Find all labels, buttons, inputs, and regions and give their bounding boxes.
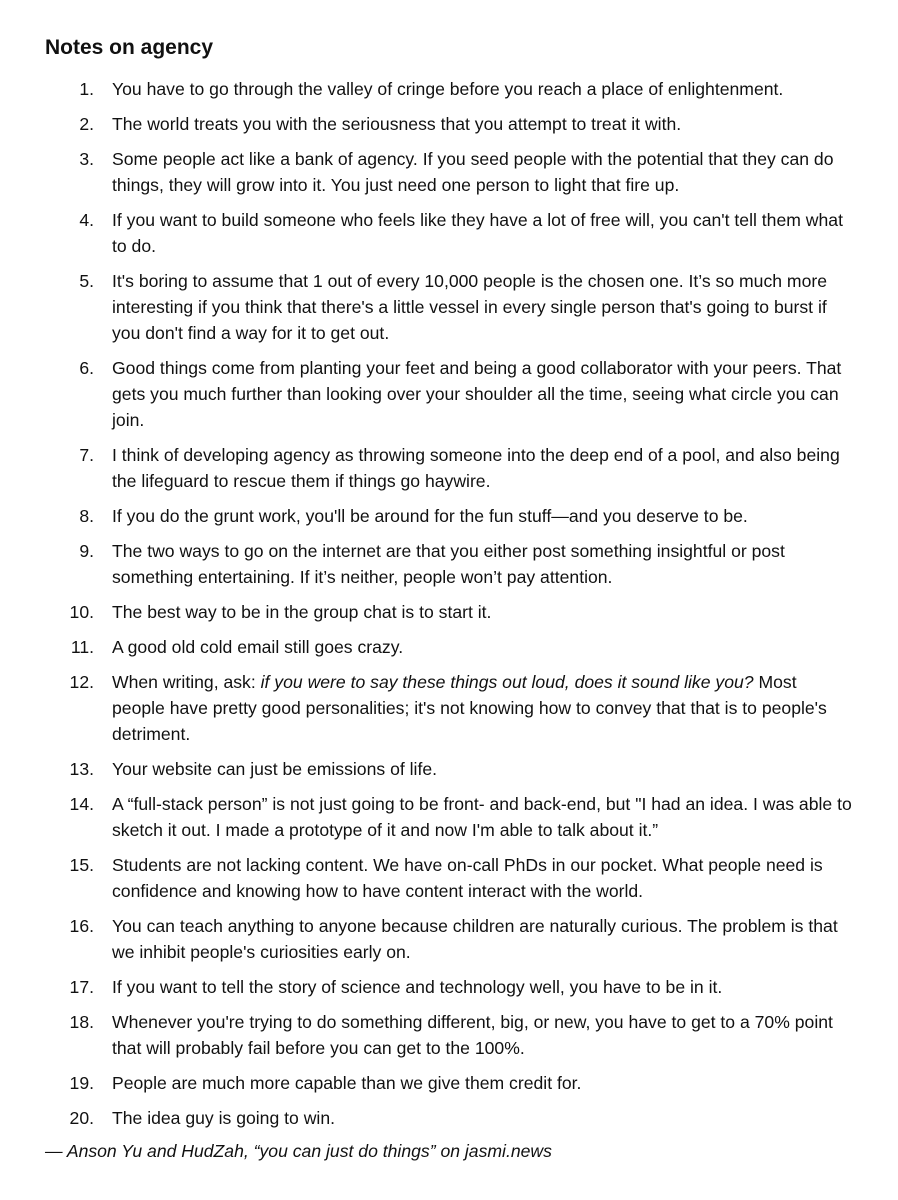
item-text: The best way to be in the group chat is to start it. (112, 602, 492, 622)
list-item (45, 1009, 854, 1061)
item-number: 3. (79, 149, 94, 169)
item-text: The idea guy is going to win. (112, 1108, 335, 1128)
item-number: 2. (79, 114, 94, 134)
list-item (45, 538, 854, 590)
item-text: A good old cold email still goes crazy. (112, 637, 404, 657)
list-item (45, 599, 854, 625)
item-text: The two ways to go on the internet are that you either post something insightful or post something entertaining. If it’s neither, people won’t pay attention. (112, 541, 785, 587)
item-text-lead: When writing, ask: (112, 672, 261, 692)
list-item (45, 791, 854, 843)
page-title: Notes on agency (45, 36, 214, 59)
item-text: People are much more capable than we give them credit for. (112, 1073, 582, 1093)
list-item (45, 1070, 854, 1096)
item-number: 8. (79, 506, 94, 526)
item-text: You can teach anything to anyone because children are naturally curious. The problem is that we inhibit people's curiosities early on. (112, 916, 838, 962)
item-text: It's boring to assume that 1 out of every 10,000 people is the chosen one. It’s so much more interesting if you think that there's a little vessel in every single person that's going to burst if you don't find a way for it to get out. (112, 271, 828, 343)
item-number: 16. (69, 916, 94, 936)
item-number: 11. (70, 637, 94, 657)
item-text: Some people act like a bank of agency. If you seed people with the potential that they can do things, they will grow into it. You just need one person to light that fire up. (112, 149, 834, 195)
list-item (45, 669, 854, 747)
list-item (45, 146, 854, 198)
item-number: 7. (79, 445, 94, 465)
item-text: If you do the grunt work, you'll be around for the fun stuff—and you deserve to be. (112, 506, 748, 526)
item-number: 20. (69, 1108, 94, 1128)
item-text-emphasis: if you were to say these things out loud, does it sound like you? (260, 672, 754, 692)
item-number: 9. (79, 541, 94, 561)
list-item (45, 442, 854, 494)
item-number: 4. (79, 210, 94, 230)
item-text: If you want to build someone who feels like they have a lot of free will, you can't tell them what to do. (112, 210, 843, 256)
notes-list (45, 76, 898, 1131)
list-item (45, 207, 854, 259)
list-item (45, 268, 854, 346)
list-item (45, 76, 854, 102)
attribution: — Anson Yu and HudZah, “you can just do things” on jasmi.news (45, 1141, 552, 1161)
list-item (45, 111, 854, 137)
item-number: 14. (69, 794, 94, 814)
item-number: 10. (69, 602, 94, 622)
item-number: 17. (69, 977, 94, 997)
item-text: You have to go through the valley of cringe before you reach a place of enlightenment. (112, 79, 784, 99)
list-item (45, 756, 854, 782)
list-item (45, 634, 854, 660)
item-number: 15. (69, 855, 94, 875)
list-item (45, 974, 854, 1000)
item-number: 18. (69, 1012, 94, 1032)
list-item (45, 355, 854, 433)
item-text: Your website can just be emissions of life. (112, 759, 438, 779)
item-text-tail: Most people have pretty good personalities; it's not knowing how to convey that that is to people's detriment. (112, 672, 827, 744)
item-text: Students are not lacking content. We have on-call PhDs in our pocket. What people need is confidence and knowing how to have content interact with the world. (112, 855, 823, 901)
item-text (112, 672, 827, 744)
item-text: Whenever you're trying to do something different, big, or new, you have to get to a 70% point that will probably fail before you can get to the 100%. (112, 1012, 833, 1058)
item-number: 12. (69, 672, 94, 692)
item-number: 5. (79, 271, 94, 291)
list-item (45, 913, 854, 965)
item-number: 1. (79, 79, 94, 99)
item-text: A “full-stack person” is not just going to be front- and back-end, but "I had an idea. I was able to sketch it out. I made a prototype of it and now I'm able to talk about it.” (112, 794, 852, 840)
list-item (45, 503, 854, 529)
item-number: 13. (69, 759, 94, 779)
item-text: The world treats you with the seriousness that you attempt to treat it with. (112, 114, 682, 134)
item-text: Good things come from planting your feet and being a good collaborator with your peers. That gets you much further than looking over your shoulder all the time, seeing what circle you can join. (112, 358, 842, 430)
item-number: 19. (69, 1073, 94, 1093)
list-item (45, 852, 854, 904)
item-text: If you want to tell the story of science and technology well, you have to be in it. (112, 977, 723, 997)
list-item (45, 1105, 854, 1131)
item-text: I think of developing agency as throwing someone into the deep end of a pool, and also being the lifeguard to rescue them if things go haywire. (112, 445, 840, 491)
item-number: 6. (79, 358, 94, 378)
